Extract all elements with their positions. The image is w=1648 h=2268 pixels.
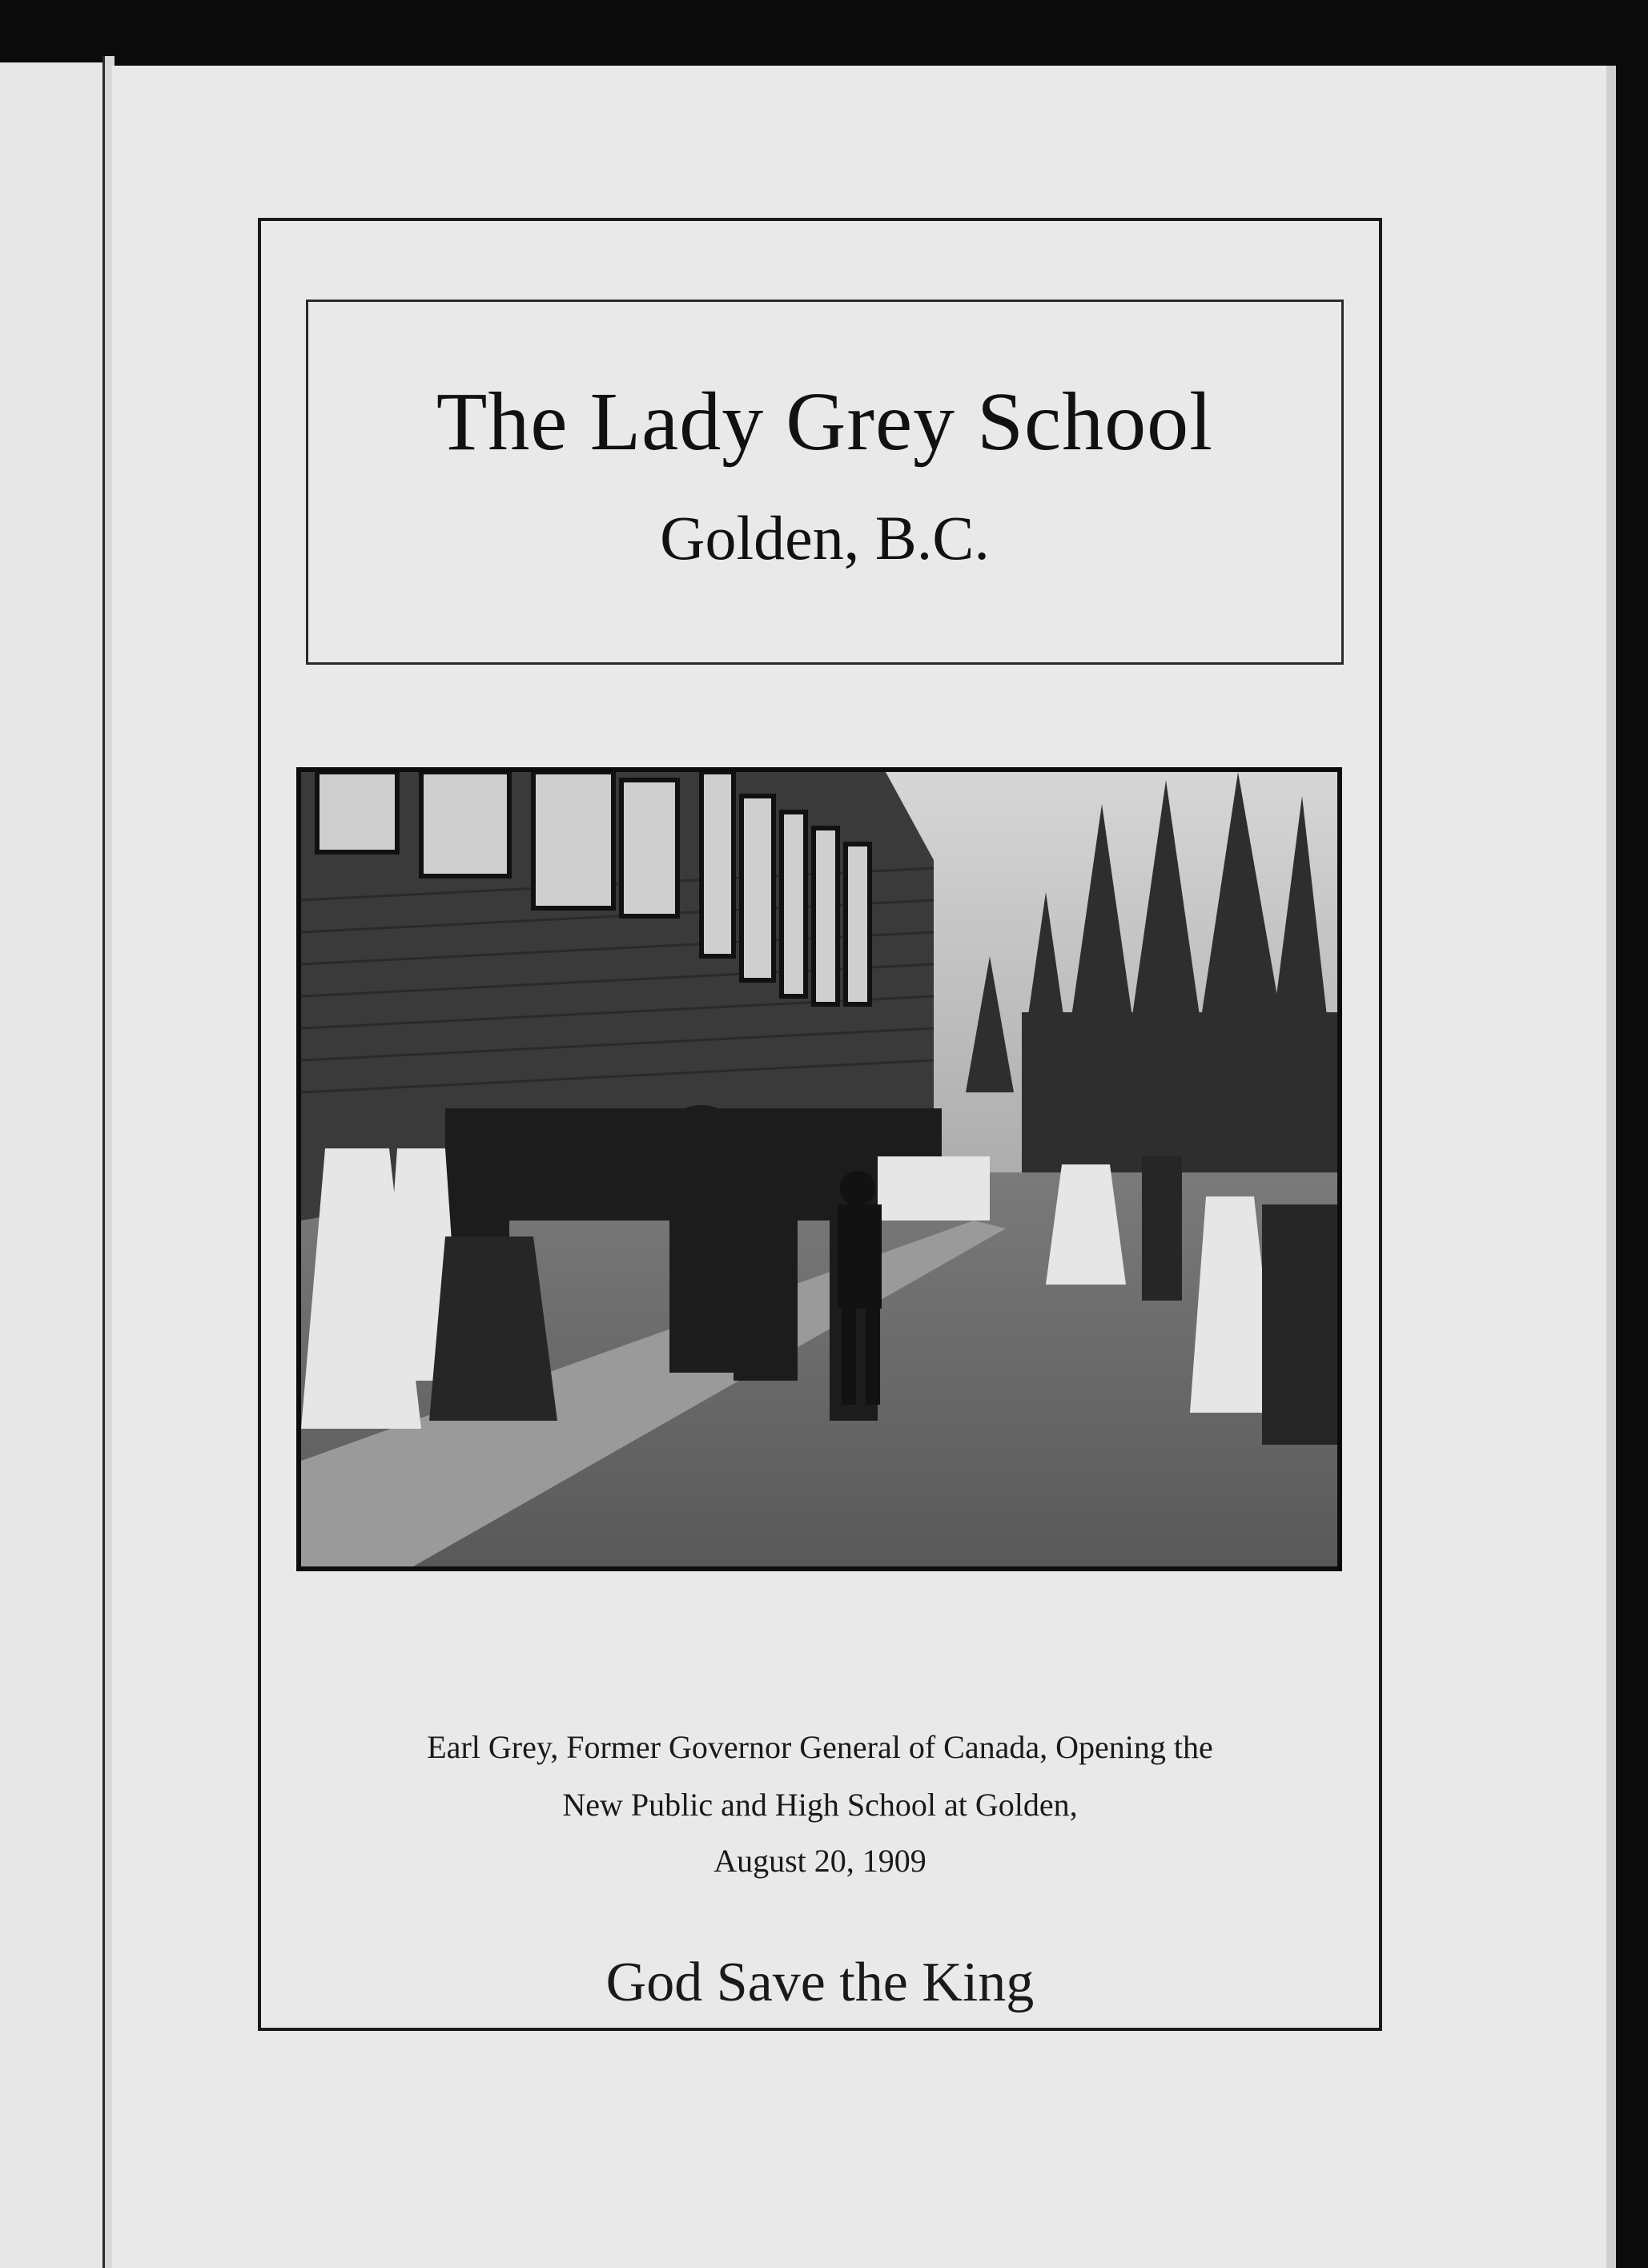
document-subtitle: Golden, B.C. (660, 503, 990, 573)
left-page-edge (0, 62, 102, 2268)
caption-date: August 20, 1909 (713, 1843, 926, 1879)
caption-line-2: New Public and High School at Golden, (562, 1787, 1078, 1823)
document-page (112, 66, 1616, 2268)
document-title: The Lady Grey School (436, 376, 1214, 468)
page-border-frame (258, 218, 1382, 2031)
title-box (306, 300, 1344, 665)
school-opening-photograph (296, 767, 1342, 1571)
closing-line: God Save the King (605, 1952, 1035, 2013)
photograph-image (301, 772, 1337, 1566)
caption-line-1: Earl Grey, Former Governor General of Canada, Opening the (427, 1729, 1213, 1765)
